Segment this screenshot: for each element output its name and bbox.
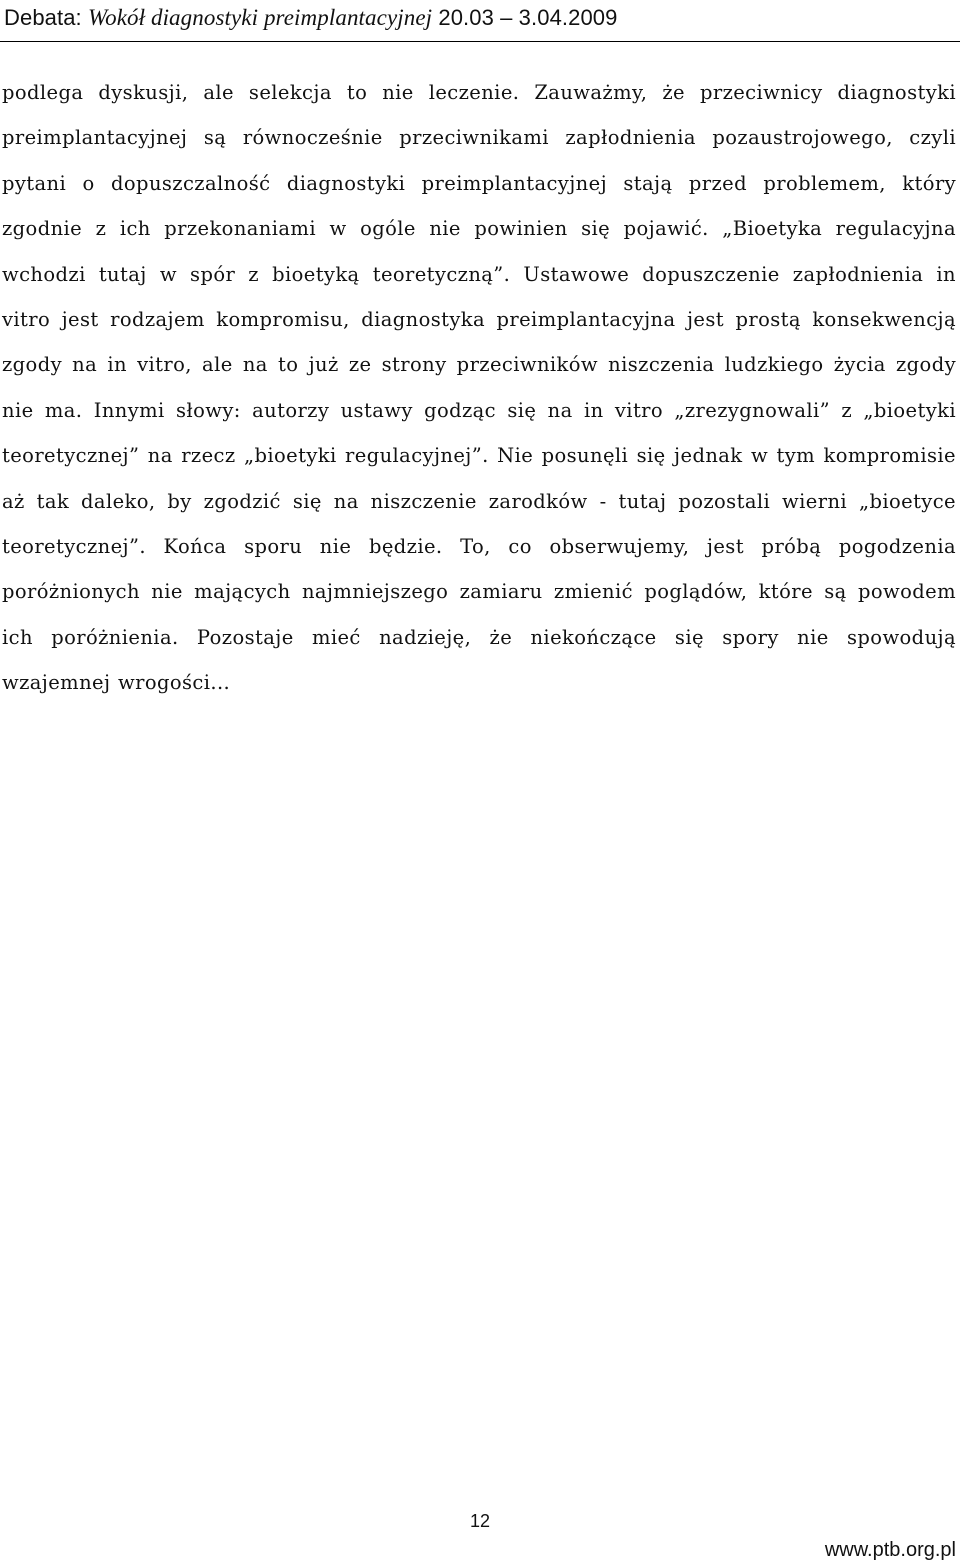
header-prefix: Debata: <box>4 5 88 30</box>
header-debate-title: Wokół diagnostyki preimplantacyjnej <box>87 5 433 30</box>
footer-url: www.ptb.org.pl <box>824 1539 956 1561</box>
page-header <box>0 2 960 42</box>
header-title-line <box>4 5 617 31</box>
page-number: 12 <box>469 1511 491 1531</box>
header-dates: 20.03 – 3.04.2009 <box>432 5 618 30</box>
body-paragraph: podlega dyskusji, ale selekcja to nie leczenie. Zauważmy, że przeciwnicy diagnostyki preimplantacyjnej są równocześnie przeciwnikami zapłodnienia pozaustrojowego, czyli pytani o dopuszczalność diagnostyki preimplantacyjnej stają przed problemem, który zgodnie z ich przekonaniami w ogóle nie powinien się pojawić. „Bioetyka regulacyjna wchodzi tutaj w spór z bioetyką teoretyczną”. Ustawowe dopuszczenie zapłodnienia in vitro jest rodzajem kompromisu, diagnostyka preimplantacyjna jest prostą konsekwencją zgody na in vitro, ale na to już ze strony przeciwników niszczenia ludzkiego życia zgody nie ma. Innymi słowy: autorzy ustawy godząc się na in vitro „zrezygnowali” z „bioetyki teoretycznej” na rzecz „bioetyki regulacyjnej”. Nie posunęli się jednak w tym kompromisie aż tak daleko, by zgodzić się na niszczenie zarodków - tutaj pozostali wierni „bioetyce teoretycznej”. Końca sporu nie będzie. To, co obserwujemy, jest próbą pogodzenia poróżnionych nie mających najmniejszego zamiaru zmienić poglądów, które są powodem ich poróżnienia. Pozostaje mieć nadzieję, że niekończące się spory nie spowodują wzajemnej wrogości... <box>2 81 956 695</box>
